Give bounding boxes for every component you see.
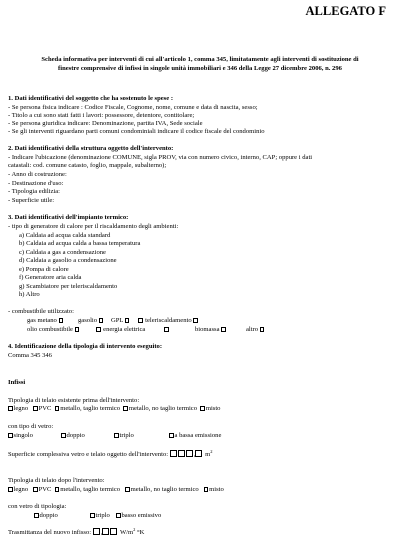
checkbox-icon[interactable]	[200, 406, 205, 411]
checkbox-icon[interactable]	[193, 318, 198, 323]
vetro-option[interactable]: singolo	[8, 433, 33, 440]
document-title-line-1: Scheda informativa per interventi di cui all'articolo 1, comma 345, limitatamente agli interventi di sostituzione di	[41, 56, 359, 63]
checkbox-icon[interactable]	[116, 513, 121, 518]
allegato-label: ALLEGATO F	[305, 4, 386, 18]
vetro-after-label: con vetro di tipologia:	[8, 503, 67, 510]
section-2-heading: 2. Dati identificativi della struttura oggetto dell'intervento:	[8, 145, 174, 152]
section-1-item: - Se gli interventi riguardano parti comuni condominiali indicare il codice fiscale del condominio	[8, 128, 265, 135]
fuel-option[interactable]: GPL	[111, 318, 130, 325]
checkbox-icon[interactable]	[96, 327, 101, 332]
vetro-after-option[interactable]: basso emissivo	[116, 513, 161, 520]
fuel-option[interactable]: energia elettrica	[96, 327, 145, 334]
vetro-option[interactable]: doppio	[61, 433, 85, 440]
checkbox-icon[interactable]	[260, 327, 265, 332]
telaio-option[interactable]: legno	[8, 486, 28, 493]
telaio-option[interactable]: metallo, taglio termico	[55, 405, 120, 412]
fuel-option[interactable]: altro	[246, 327, 265, 334]
telaio-option[interactable]: misto	[204, 486, 224, 493]
trasmittanza-row: Trasmittanza del nuovo infisso: , $W/m^2$ °K	[8, 527, 145, 537]
checkbox-icon[interactable]	[55, 487, 60, 492]
checkbox-icon[interactable]	[8, 406, 13, 411]
checkbox-icon[interactable]	[123, 406, 128, 411]
checkbox-icon[interactable]	[55, 406, 60, 411]
checkbox-icon[interactable]	[169, 433, 174, 438]
vetro-label: con tipo di vetro:	[8, 423, 54, 430]
section-1-item: - Se persona fisica indicare : Codice Fiscale, Cognome, nome, comune e data di nascita, sesso;	[8, 104, 258, 111]
superficie-row: Superficie complessiva vetro e telaio oggetto dell'intervento: , $m^2$	[8, 449, 213, 459]
generator-option: f) Generatore aria calda	[19, 274, 82, 281]
generator-option: e) Pompa di calore	[19, 266, 69, 273]
digit-box[interactable]	[170, 450, 177, 457]
section-2-item: - Destinazione d'uso:	[8, 180, 64, 187]
section-2-item: - Anno di costruzione:	[8, 171, 67, 178]
checkbox-icon[interactable]	[59, 318, 64, 323]
telaio-option[interactable]: metallo, no taglio termico	[123, 405, 197, 412]
generator-option: d) Caldaia a gasolio a condensazione	[19, 257, 117, 264]
digit-box[interactable]	[178, 450, 185, 457]
vetro-option[interactable]: a bassa emissione	[169, 433, 221, 440]
checkbox-icon[interactable]	[221, 327, 226, 332]
checkbox-icon[interactable]	[125, 318, 130, 323]
telaio-option[interactable]: PVC	[33, 486, 51, 493]
checkbox-icon[interactable]	[61, 433, 66, 438]
checkbox-icon[interactable]	[204, 487, 209, 492]
section-2-item: - Tipologia edilizia:	[8, 188, 61, 195]
infissi-heading: Infissi	[8, 379, 26, 386]
checkbox-icon[interactable]	[90, 513, 95, 518]
fuel-label: - combustibile utilizzato:	[8, 308, 74, 315]
digit-box[interactable]	[186, 450, 193, 457]
generator-option: a) Caldaia ad acqua calda standard	[19, 232, 111, 239]
document-title-line-2: finestre comprensive di infissi in singole unità immobiliari e 346 della Legge 27 dicembre 2006, n. 296	[58, 65, 342, 72]
fuel-option[interactable]: gasolio	[78, 318, 104, 325]
telaio-after-options	[8, 487, 224, 494]
checkbox-icon[interactable]	[8, 487, 13, 492]
checkbox-icon[interactable]	[99, 318, 104, 323]
telaio-before-options	[8, 406, 220, 413]
checkbox-icon[interactable]	[164, 327, 169, 332]
section-1-item: - Titolo a cui sono stati fatti i lavori: possessore, detentore, contitolare;	[8, 112, 195, 119]
fuel-option[interactable]: biomassa	[195, 327, 227, 334]
checkbox-icon[interactable]	[8, 433, 13, 438]
checkbox-icon[interactable]	[34, 513, 39, 518]
digit-box[interactable]	[110, 528, 117, 535]
section-4-heading: 4. Identificazione della tipologia di intervento eseguito:	[8, 343, 163, 350]
telaio-option[interactable]: PVC	[33, 405, 51, 412]
section-2-item: catastali: cod. comune catasto, foglio, mappale, subalterno);	[8, 162, 167, 169]
telaio-after-label: Tipologia di telaio dopo l'intervento:	[8, 477, 105, 484]
trasmittanza-label: Trasmittanza del nuovo infisso:	[8, 529, 92, 537]
generator-option: g) Scambiatore per teleriscaldamento	[19, 283, 118, 290]
fuel-option[interactable]: olio combustibile	[27, 327, 80, 334]
checkbox-icon[interactable]	[138, 318, 143, 323]
vetro-after-option[interactable]: triplo	[90, 513, 110, 520]
section-3-intro: - tipo di generatore di calore per il riscaldamento degli ambienti:	[8, 223, 179, 230]
telaio-option[interactable]: metallo, no taglio termico	[125, 486, 199, 493]
section-1-heading: 1. Dati identificativi del soggetto che ha sostenuto le spese :	[8, 95, 174, 102]
checkbox-icon[interactable]	[33, 406, 38, 411]
checkbox-icon[interactable]	[114, 433, 119, 438]
section-3-heading: 3. Dati identificativi dell'impianto termico:	[8, 214, 129, 221]
digit-box[interactable]	[93, 528, 100, 535]
vetro-after-option[interactable]: doppio	[34, 513, 58, 520]
telaio-option[interactable]: legno	[8, 405, 28, 412]
digit-box[interactable]	[102, 528, 109, 535]
telaio-before-label: Tipologia di telaio esistente prima dell'intervento:	[8, 397, 140, 404]
checkbox-icon[interactable]	[75, 327, 80, 332]
checkbox-icon[interactable]	[125, 487, 130, 492]
section-1-item: - Se persona giuridica indicare: Denominazione, partita IVA, Sede sociale	[8, 120, 203, 127]
checkbox-icon[interactable]	[33, 487, 38, 492]
generator-option: h) Altro	[19, 291, 40, 298]
section-2-item: - Indicare l'ubicazione (denominazione COMUNE, sigla PROV, via con numero civico, interno, CAP; oppure i dati	[8, 154, 313, 161]
section-2-item: - Superficie utile:	[8, 197, 55, 204]
superficie-label: Superficie complessiva vetro e telaio oggetto dell'intervento:	[8, 451, 169, 459]
comma-line: Comma 345 346	[8, 352, 52, 359]
digit-box[interactable]	[195, 450, 202, 457]
fuel-option[interactable]: teleriscaldamento	[138, 318, 199, 325]
vetro-option[interactable]: triplo	[114, 433, 134, 440]
telaio-option[interactable]: misto	[200, 405, 220, 412]
generator-option: c) Caldaia a gas a condensazione	[19, 249, 106, 256]
fuel-option[interactable]	[164, 327, 170, 334]
fuel-option[interactable]: gas metano	[27, 318, 64, 325]
telaio-option[interactable]: metallo, taglio termico	[55, 486, 120, 493]
generator-option: b) Caldaia ad acqua calda a bassa temperatura	[19, 240, 141, 247]
